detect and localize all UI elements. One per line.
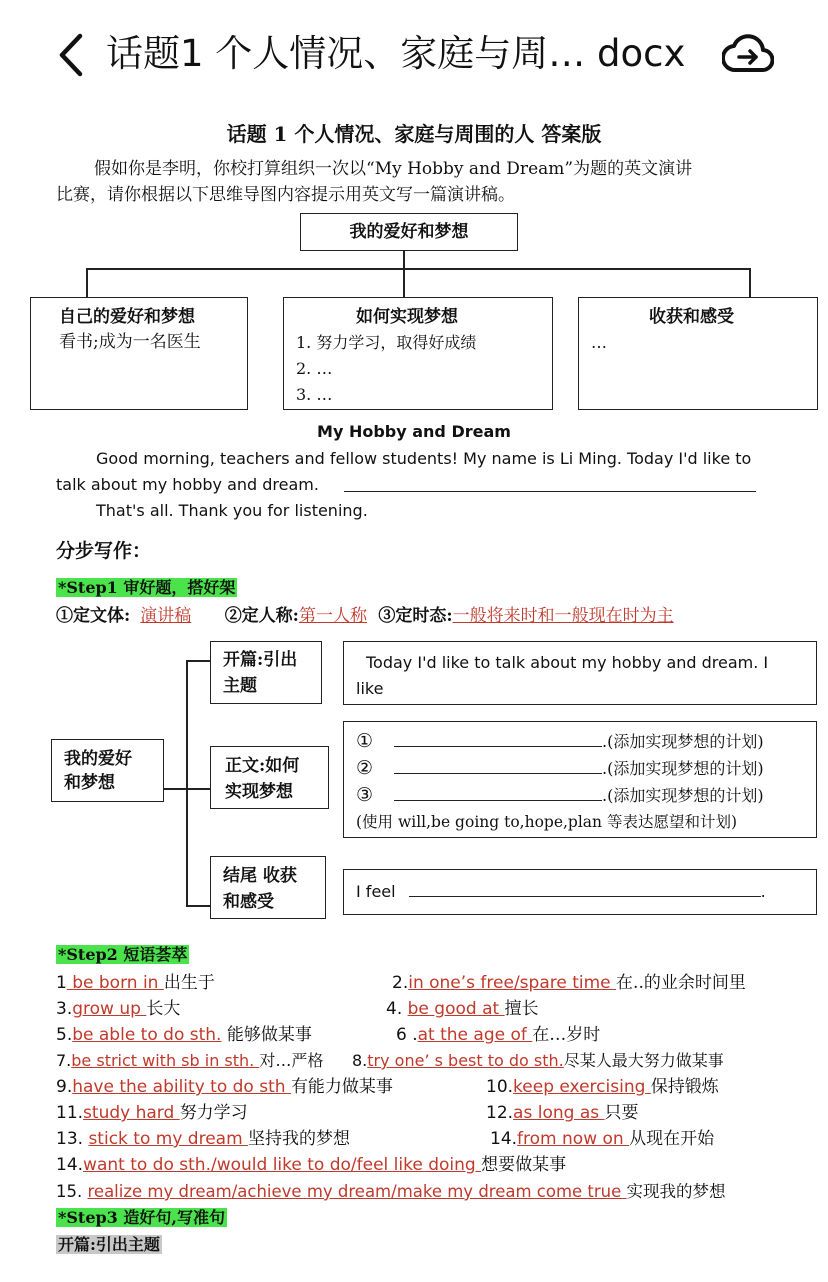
diagram-open-line: 主题 [223,676,257,696]
person-label: ②定人称: [224,606,299,626]
plan-row-2 [356,755,816,782]
phrase-item [386,996,539,1022]
essay-line-1: Good morning, teachers and fellow students! My name is Li Ming. Today I'd like to [96,449,752,468]
genre-value: 演讲稿 [140,606,192,626]
phrase-cn: 坚持我的梦想 [248,1129,351,1149]
phrase-en: at the age of [417,1025,533,1045]
phrase-item [56,970,215,996]
phrase-item [56,1022,312,1048]
phrase-cn: 对…严格 [259,1051,324,1070]
phrase-cn: 有能力做某事 [290,1077,393,1097]
phrase-num: 14. [490,1129,518,1149]
essay-line-2: talk about my hobby and dream. [56,475,319,494]
mindmap-right-title: 收获和感受 [649,307,734,327]
blank-line [394,755,602,774]
phrase-item [56,1074,393,1100]
phrase-item [486,1074,719,1100]
phrase-item [392,970,746,996]
mindmap-root-box [300,213,518,251]
blank-line [394,728,602,747]
phrase-item [486,1100,639,1126]
plan-row-3 [356,782,816,809]
tense-value: 一般将来时和一般现在时为主 [452,606,674,626]
mindmap-right-text: … [591,333,607,352]
plan-mark: ① [356,730,374,752]
phrase-num: 12. [486,1103,514,1123]
phrase-en: try one’ s best to do sth. [367,1051,564,1070]
mindmap-mid-box [283,297,553,410]
end-text-box [343,869,817,915]
tense-label: ③定时态: [378,606,453,626]
diagram-end-line: 和感受 [223,892,274,912]
phrase-en: be strict with sb in sth. [71,1051,260,1070]
connector [186,660,188,906]
open-text-box [343,641,817,705]
phrase-en: realize my dream/achieve my dream/make my dream come true [87,1182,627,1201]
mindmap-mid-item: 1. 努力学习，取得好成绩 [296,333,477,352]
genre-label: ①定文体: [56,606,131,626]
phrase-en: study hard [83,1103,180,1123]
diagram-root-box [51,739,164,802]
phrase-cn: 出生于 [163,973,215,993]
open-text-line: Today I'd like to talk about my hobby and dream. I [366,653,769,672]
diagram-body-line: 实现梦想 [225,782,293,802]
cloud-share-icon[interactable] [722,30,774,78]
phrase-item [396,1022,600,1048]
phrase-cn: 擅长 [504,999,539,1019]
phrase-num: 15. [56,1182,88,1201]
phrase-item [56,996,180,1022]
phrase-item [56,1126,350,1152]
connector [749,268,751,298]
phrase-num: 2. [392,973,409,993]
phrase-item [490,1126,714,1152]
mindmap-root: 我的爱好和梦想 [349,222,469,242]
phrase-cn: 只要 [604,1103,639,1123]
connector [186,660,210,662]
essay-line-3: That's all. Thank you for listening. [96,501,368,520]
phrase-num: 3. [56,999,73,1019]
end-text: I feel [356,882,396,901]
phrase-item [56,1048,323,1074]
step1-line [56,604,674,628]
blank-line [344,491,756,492]
diagram-open-line: 开篇:引出 [223,650,298,670]
steps-title: 分步写作： [56,540,152,562]
blank-line [394,782,602,801]
phrase-num: 7. [56,1051,72,1070]
phrase-en: be born in [66,973,164,993]
plan-row-1 [356,728,816,755]
step1-label-wrap [56,576,237,600]
document-title: 话题1 个人情况、家庭与周… docx [106,32,686,75]
step3-sub: 开篇:引出主题 [58,1235,160,1254]
plan-mark: ③ [356,784,374,806]
phrase-en: in one’s free/spare time [408,973,617,993]
phrase-cn: 保持锻炼 [650,1077,719,1097]
diagram-open-box [210,641,322,704]
phrase-cn: 从现在开始 [629,1129,715,1149]
phrase-num: 14. [56,1155,84,1175]
blank-line [409,878,761,897]
phrase-num: 11. [56,1103,84,1123]
phrase-cn: 努力学习 [179,1103,248,1123]
connector [403,268,405,298]
phrase-cn: 在..的业余时间里 [616,973,746,993]
intro-line-2: 比赛，请你根据以下思维导图内容提示用英文写一篇演讲稿。 [56,185,515,205]
phrase-en: as long as [513,1103,605,1123]
back-arrow-icon[interactable] [52,30,92,80]
plan-hint: .(添加实现梦想的计划) [602,786,764,805]
phrase-num: 13. [56,1129,89,1149]
mindmap-left-box [30,297,248,410]
diagram-body-line: 正文:如何 [225,756,300,776]
person-value: 第一人称 [298,606,367,626]
phrase-cn: 能够做某事 [221,1025,312,1045]
phrase-num: 8. [352,1051,368,1070]
phrase-en: be good at [407,999,505,1019]
mindmap-mid-item: 3. … [296,385,333,404]
phrase-item [56,1152,566,1178]
step2-label-wrap [56,943,189,967]
phrase-en: keep exercising [513,1077,651,1097]
diagram-root-line: 我的爱好 [64,749,132,769]
mindmap-right-box [578,297,818,410]
intro-line-1: 假如你是李明，你校打算组织一次以“My Hobby and Dream”为题的英文演讲 [94,159,693,179]
step3-label-wrap [56,1206,227,1230]
phrase-item [352,1048,724,1074]
phrase-num: 4. [386,999,408,1019]
body-plan-box [343,721,817,838]
phrase-en: stick to my dream [88,1129,249,1149]
connector [86,268,750,270]
plan-hint: .(添加实现梦想的计划) [602,732,764,751]
plan-mark: ② [356,757,374,779]
mindmap-mid-title: 如何实现梦想 [356,307,458,327]
open-text-line: like [356,679,384,698]
diagram-end-box [210,856,326,919]
phrase-en: have the ability to do sth [72,1077,291,1097]
phrase-en: be able to do sth. [72,1025,222,1045]
mindmap-left-title: 自己的爱好和梦想 [59,307,195,327]
doc-heading: 话题 1 个人情况、家庭与周围的人 答案版 [226,122,602,146]
phrase-cn: 长大 [146,999,181,1019]
phrase-num: 10. [486,1077,514,1097]
phrase-cn: 尽某人最大努力做某事 [563,1051,724,1070]
phrase-en: from now on [517,1129,630,1149]
step2-label: *Step2 短语荟萃 [58,945,188,964]
connector [403,251,405,269]
diagram-body-box [210,746,329,809]
connector [86,268,88,298]
step3-label: *Step3 造好句,写准句 [58,1208,225,1227]
phrase-en: want to do sth./would like to do/feel like doing [83,1155,482,1175]
diagram-end-line: 结尾 收获 [223,866,297,886]
step3-sub-wrap [56,1233,162,1257]
connector [186,905,210,907]
phrase-num: 9. [56,1077,73,1097]
phrase-num: 5. [56,1025,73,1045]
phrase-cn: 实现我的梦想 [626,1182,726,1201]
plan-hint: .(添加实现梦想的计划) [602,759,764,778]
mindmap-left-text: 看书;成为一名医生 [59,332,201,352]
phrase-cn: 在…岁时 [532,1025,601,1045]
essay-title: My Hobby and Dream [317,422,511,441]
mindmap-mid-item: 2. … [296,359,333,378]
diagram-root-line: 和梦想 [64,773,115,793]
phrase-item [56,1100,248,1126]
phrase-num: 6 . [396,1025,418,1045]
plan-note: (使用 will,be going to,hope,plan 等表达愿望和计划) [356,813,738,831]
phrase-cn: 想要做某事 [481,1155,567,1175]
end-period: . [760,882,766,901]
phrase-en: grow up [72,999,147,1019]
phrase-num: 1 [56,973,67,993]
step1-label: *Step1 审好题，搭好架 [58,578,236,597]
phrase-item [56,1179,726,1205]
